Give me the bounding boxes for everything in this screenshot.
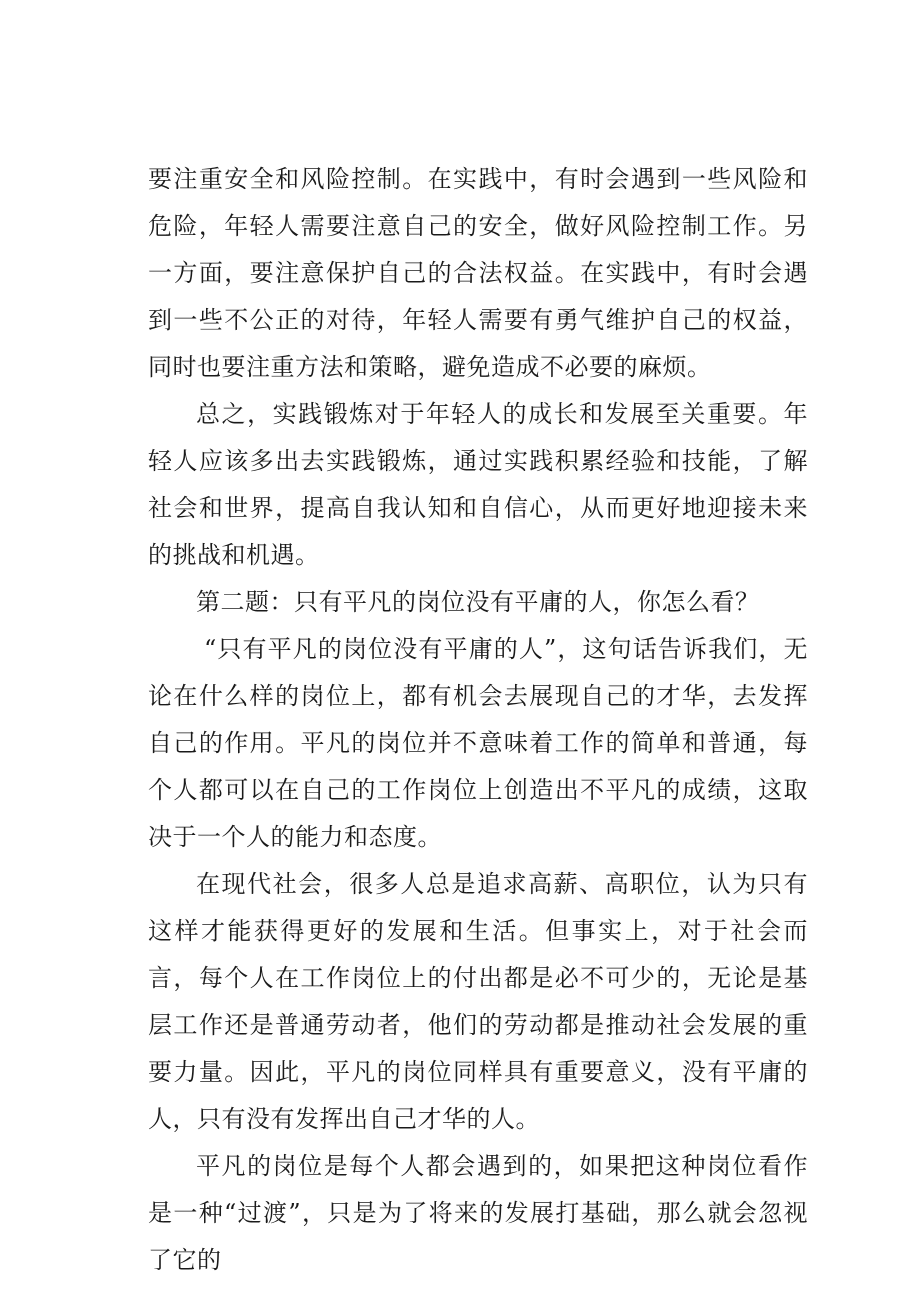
paragraph-modern-society: 在现代社会，很多人总是追求高薪、高职位，认为只有这样才能获得更好的发展和生活。但事实上，对于社会而言，每个人在工作岗位上的付出都是必不可少的，无论是基层工作还是普通劳动者，他们的劳动都是推动社会发展的重要力量。因此，平凡的岗位同样具有重要意义，没有平庸的人，只有没有发挥出自己才华的人。 bbox=[148, 870, 808, 1133]
paragraph-ordinary-post-transition: 平凡的岗位是每个人都会遇到的，如果把这种岗位看作是一种“过渡”，只是为了将来的发展打基础，那么就会忽视了它的 bbox=[148, 1152, 808, 1274]
document-body bbox=[148, 156, 808, 1284]
paragraph-quote-ordinary-post: “只有平凡的岗位没有平庸的人”，这句话告诉我们，无论在什么样的岗位上，都有机会去展现自己的才华，去发挥自己的作用。平凡的岗位并不意味着工作的简单和普通，每个人都可以在自己的工作岗位上创造出不平凡的成绩，这取决于一个人的能力和态度。 bbox=[148, 635, 808, 851]
paragraph-conclusion-practice: 总之，实践锻炼对于年轻人的成长和发展至关重要。年轻人应该多出去实践锻炼，通过实践积累经验和技能，了解社会和世界，提高自我认知和自信心，从而更好地迎接未来的挑战和机遇。 bbox=[148, 400, 808, 569]
question-two-heading: 第二题：只有平凡的岗位没有平庸的人，你怎么看？ bbox=[196, 588, 760, 616]
paragraph-safety-and-rights: 要注重安全和风险控制。在实践中，有时会遇到一些风险和危险，年轻人需要注意自己的安全，做好风险控制工作。另一方面，要注意保护自己的合法权益。在实践中，有时会遇到一些不公正的对待，年轻人需要有勇气维护自己的权益，同时也要注重方法和策略，避免造成不必要的麻烦。 bbox=[148, 165, 808, 381]
